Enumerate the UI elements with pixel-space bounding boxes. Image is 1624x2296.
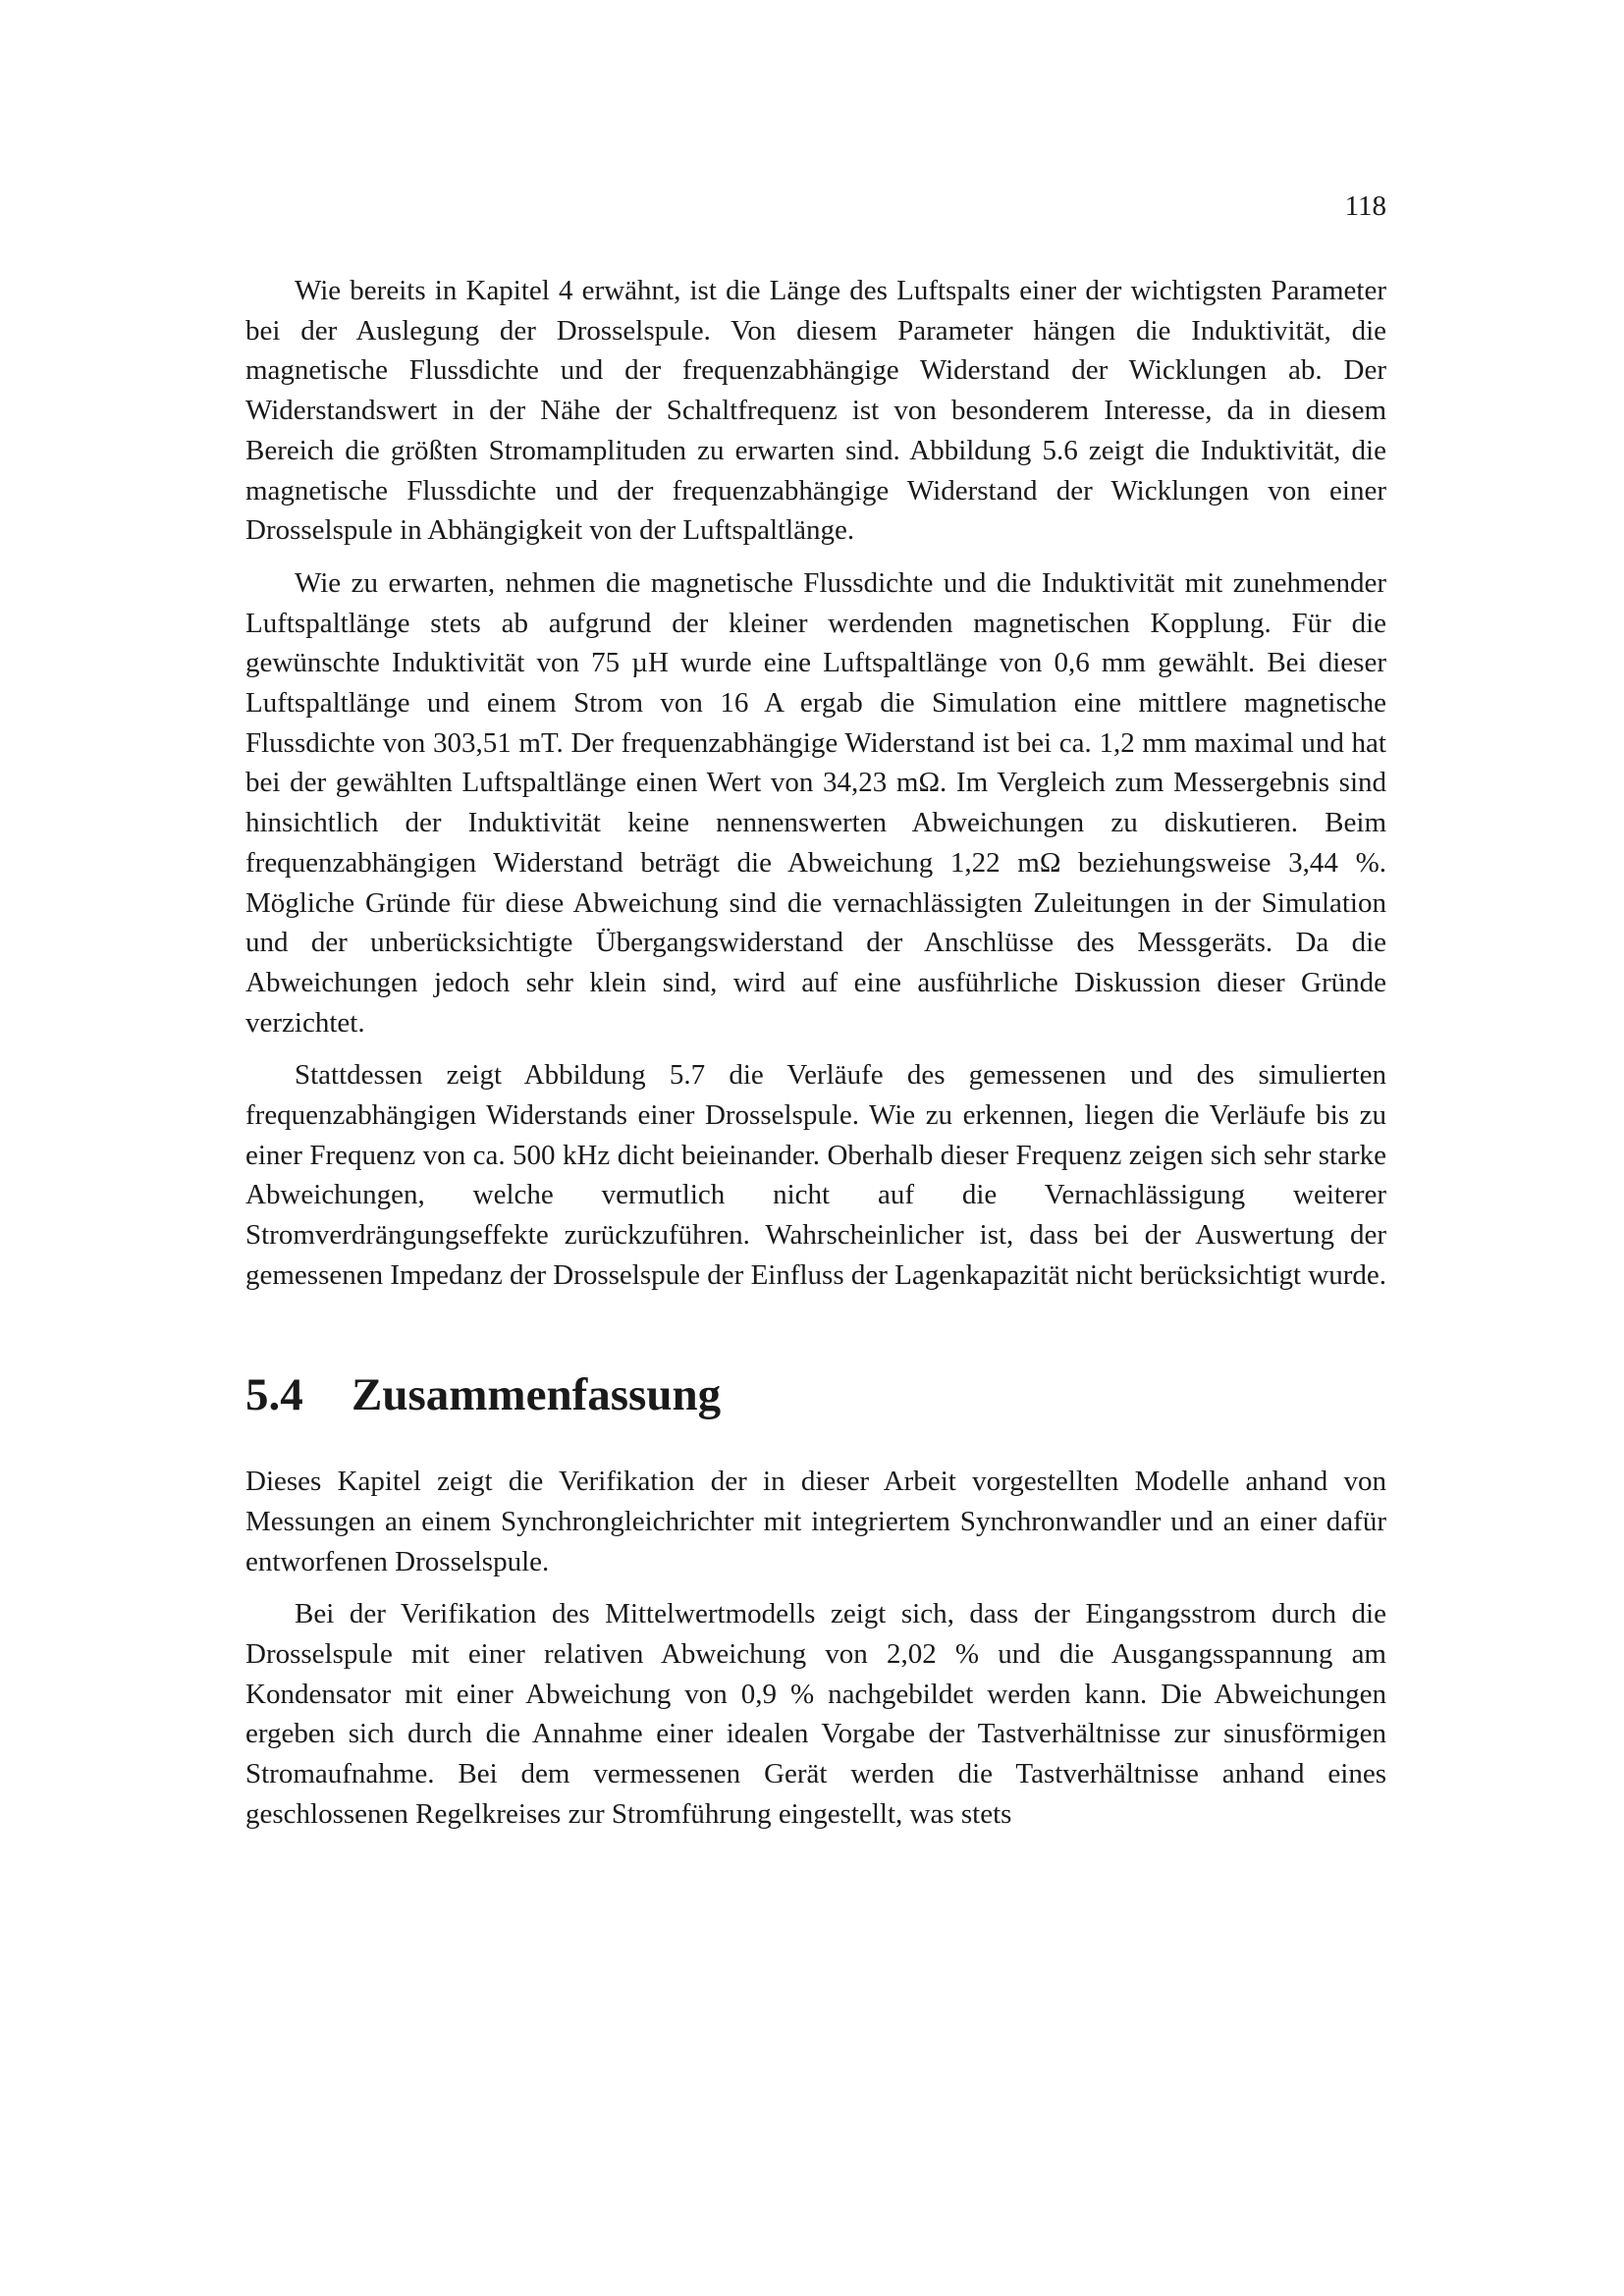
paragraph-summary-mittelwertmodell: Bei der Verifikation des Mittelwertmodells zeigt sich, dass der Eingangsstrom durch die Drosselspule mit einer relativen Abweichung von 2,02 % und die Ausgangsspannung am Kondensator mit einer Abweichung von 0,9 % nachgebildet werden kann. Die Abweichungen ergeben sich durch die Annahme einer idealen Vorgabe der Tastverhältnisse zur sinusförmigen Stromaufnahme. Bei dem vermessenen Gerät werden die Tastverhältnisse anhand eines geschlossenen Regelkreises zur Stromführung eingestellt, was stets [245,1598,1386,1830]
paragraph-flussdichte: Wie zu erwarten, nehmen die magnetische Flussdichte und die Induktivität mit zunehmender Luftspaltlänge stets ab aufgrund der kleiner werdenden magnetischen Kopplung. Für die gewünschte Induktivität von 75 µH wurde eine Luftspaltlänge von 0,6 mm gewählt. Bei dieser Luftspaltlänge und einem Strom von 16 A ergab die Simulation eine mittlere magnetische Flussdichte von 303,51 mT. Der frequenzabhängige Widerstand ist bei ca. 1,2 mm maximal und hat bei der gewählten Luftspaltlänge einen Wert von 34,23 mΩ. Im Vergleich zum Messergebnis sind hinsichtlich der Induktivität keine nennenswerten Abweichungen zu diskutieren. Beim frequenzabhängigen Widerstand beträgt die Abweichung 1,22 mΩ beziehungsweise 3,44 %. Mögliche Gründe für diese Abweichung sind die vernachlässigten Zuleitungen in der Simulation und der unberücksichtigte Übergangswiderstand der Anschlüsse des Messgeräts. Da die Abweichungen jedoch sehr klein sind, wird auf eine ausführliche Diskussion dieser Gründe verzichtet. [245,566,1386,1039]
paragraph-widerstand-verlauf: Stattdessen zeigt Abbildung 5.7 die Verläufe des gemessenen und des simulierten frequenzabhängigen Widerstands einer Drosselspule. Wie zu erkennen, liegen die Verläufe bis zu einer Frequenz von ca. 500 kHz dicht beieinander. Oberhalb dieser Frequenz zeigen sich sehr starke Abweichungen, welche vermutlich nicht auf die Vernachlässigung weiterer Stromverdrängungseffekte zurückzuführen. Wahrscheinlicher ist, dass bei der Auswertung der gemessenen Impedanz der Drosselspule der Einfluss der Lagenkapazität nicht berücksichtigt wurde. [245,1059,1387,1291]
paragraph-luftspalt-intro: Wie bereits in Kapitel 4 erwähnt, ist die Länge des Luftspalts einer der wichtigsten Parameter bei der Auslegung der Drosselspule. Von diesem Parameter hängen die Induktivität, die magnetische Flussdichte und der frequenzabhängige Widerstand der Wicklungen ab. Der Widerstandswert in der Nähe der Schaltfrequenz ist von besonderem Interesse, da in diesem Bereich die größten Stromamplituden zu erwarten sind. Abbildung 5.6 zeigt die Induktivität, die magnetische Flussdichte und der frequenzabhängige Widerstand der Wicklungen von einer Drosselspule in Abhängigkeit von der Luftspaltlänge. [245,275,1386,547]
section-title: Zusammenfassung [352,1368,722,1420]
page-number: 118 [1344,190,1386,222]
page-content [245,271,1386,1835]
paragraph-summary-intro: Dieses Kapitel zeigt die Verifikation der in dieser Arbeit vorgestellten Modelle anhand von Messungen an einem Synchrongleichrichter mit integriertem Synchronwandler und an einer dafür entworfenen Drosselspule. [245,1466,1386,1577]
section-number: 5.4 [245,1368,303,1420]
section-heading [245,1370,1386,1421]
